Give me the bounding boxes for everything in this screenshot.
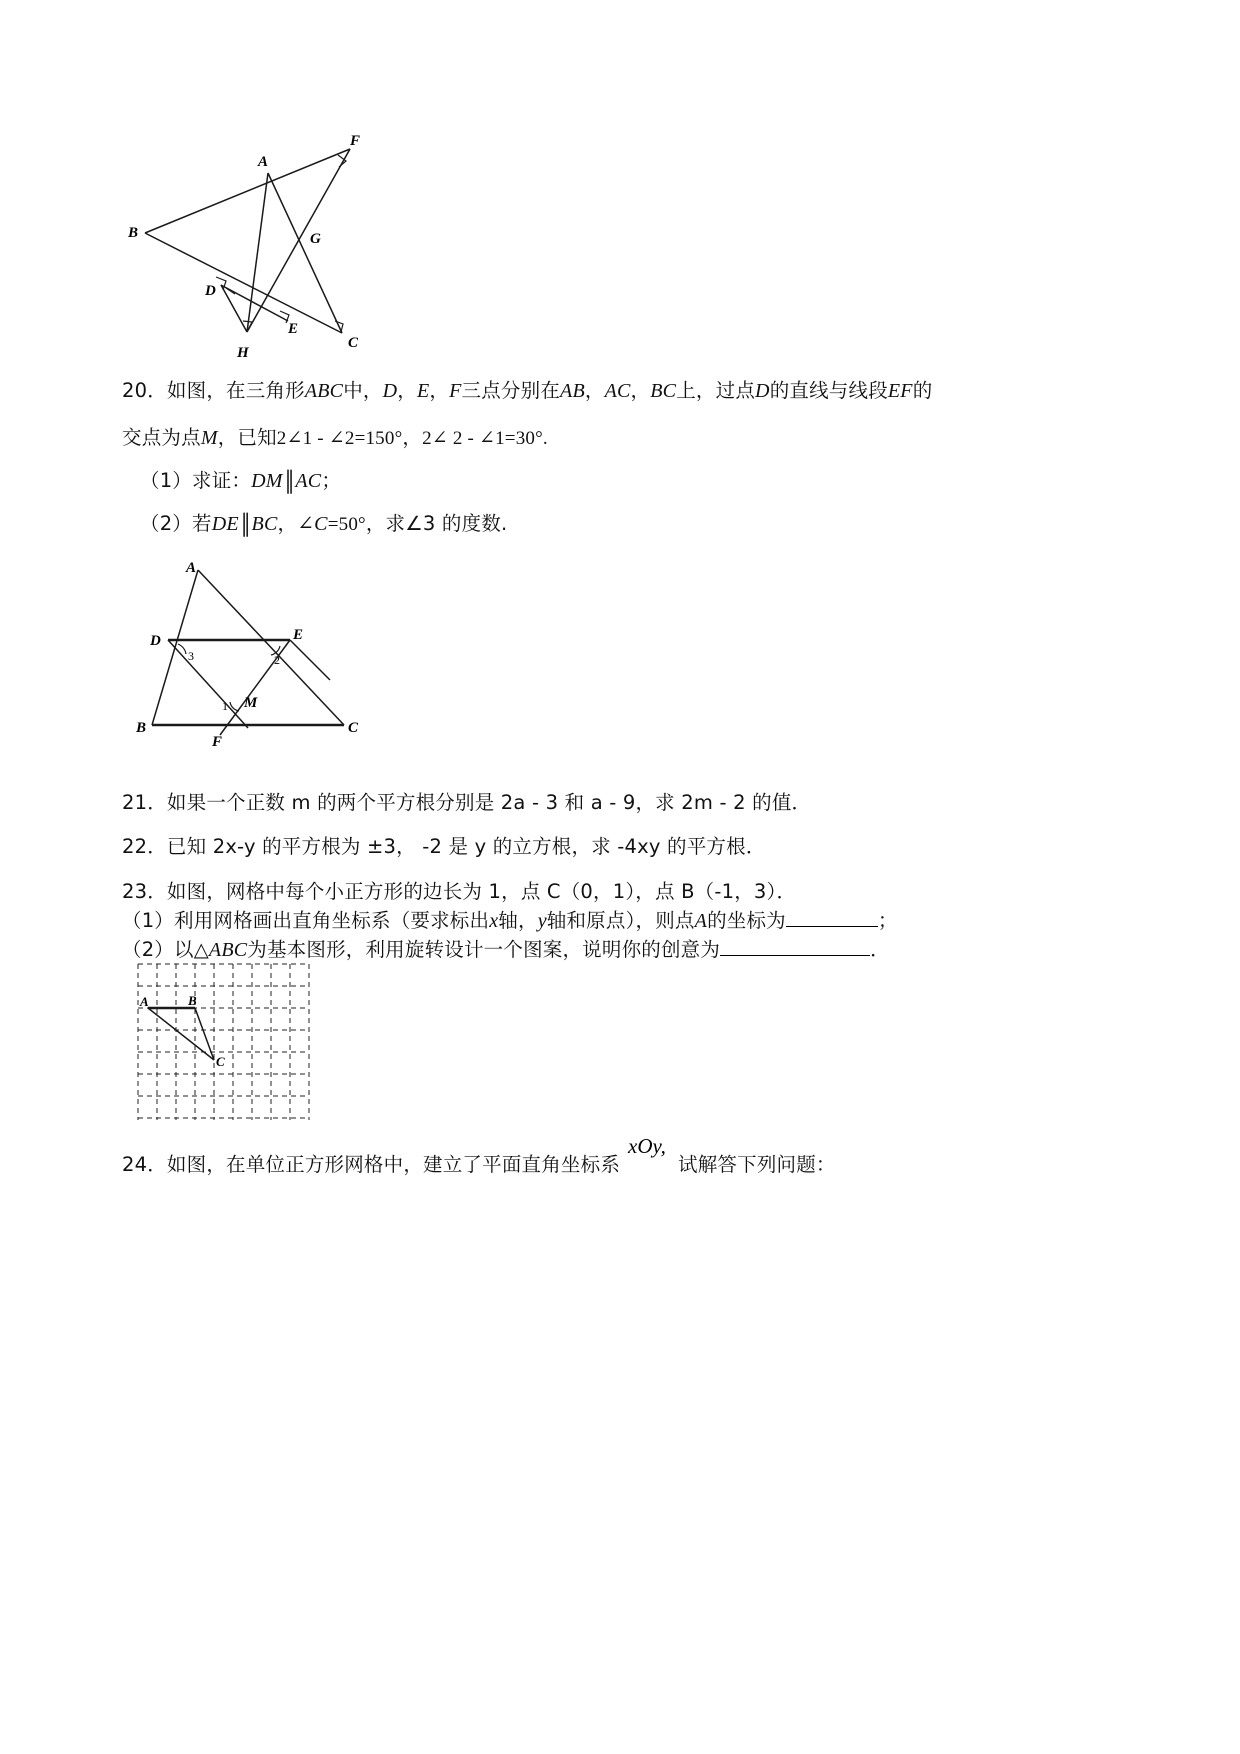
q23-sub2 (122, 937, 890, 963)
q20-line1 (122, 378, 932, 404)
q20-sub2-de: DE (211, 513, 239, 535)
q20-sub1-part1: （1）求证： (140, 469, 252, 492)
q20-line1-bc: BC (650, 380, 677, 402)
q23-sub1-part4: 的坐标为 (707, 909, 786, 932)
q24-xoy-label: xOy, (628, 1134, 666, 1158)
q23-sub1-x: x (489, 910, 499, 932)
q23-sub2-end: ． (870, 938, 890, 961)
q20-sub2-bc: BC (251, 513, 278, 535)
q23-line1: 23．如图，网格中每个小正方形的边长为 1，点 C（0，1），点 B（-1，3）． (122, 880, 797, 903)
figure-q20-label-A: A (258, 154, 269, 170)
figure-q20b-triangle (130, 560, 410, 760)
q20-line2-part2: ，已知 (217, 426, 277, 449)
figure-q20-label-D: D (205, 283, 216, 299)
q20-line2-part1: 交点为点 (122, 426, 201, 449)
q20-line1-part1: 20．如图，在三角形 (122, 379, 305, 402)
q20-sub1-dm: DM (251, 470, 283, 492)
q20-sub2: （2）若DE ∥ BC，∠C=50°，求∠3 的度数. (140, 511, 508, 538)
figure-q20b-label-E: E (293, 627, 304, 643)
figure-q20b-label-B: B (136, 720, 147, 736)
q24-line1-part1: 24．如图，在单位正方形网格中，建立了平面直角坐标系 (122, 1153, 621, 1176)
q20-sub1: （1）求证：DM ∥ AC； (140, 468, 342, 495)
q20-sub2-part2: ，求∠3 的度数. (365, 512, 508, 535)
q22-text: 22．已知 2x-y 的平方根为 ±3， -2 是 y 的立方根，求 -4xy 的平方根． (122, 835, 766, 858)
figure-q20b-angle-3: 3 (188, 649, 194, 663)
q20-line1-ef: EF (887, 380, 913, 402)
q20-line1-f: F (449, 380, 462, 402)
figure-q20b-label-C: C (348, 720, 359, 736)
q23-sub1-A: A (694, 910, 708, 932)
q20-line1-comma3: ， (584, 379, 605, 402)
figure-q20b-label-F: F (212, 734, 223, 750)
q20-sub2-comma: ， (277, 512, 298, 535)
q23-sub1-answer-blank[interactable] (786, 926, 878, 927)
q20-line1-ac: AC (604, 380, 631, 402)
q20-line1-comma1: ， (397, 379, 417, 402)
q20-line1-dd: D (755, 380, 770, 402)
q23-sub1-part2: 轴， (498, 909, 538, 932)
figure-q20b-angle-1: 1 (222, 699, 228, 713)
figure-q20b-label-D: D (150, 633, 161, 649)
q20-line2-m: M (200, 427, 218, 449)
q20-sub2-angle-c: ∠C (297, 513, 328, 535)
figure-q23-label-C: C (216, 1054, 225, 1069)
q20-sub2-value: =50° (327, 514, 366, 535)
q20-line1-comma2: ， (429, 379, 450, 402)
q23-sub1-part1: （1）利用网格画出直角坐标系（要求标出 (122, 909, 490, 932)
q20-line1-part5: 的直线与线段 (769, 379, 888, 402)
q20-line1-d: D (382, 380, 398, 402)
figure-q23-label-A: A (140, 994, 149, 1009)
q24-line1 (122, 1152, 836, 1178)
q20-line2-comma: ， (402, 426, 423, 449)
q20-line1-part3: 三点分别在 (461, 379, 561, 402)
q23-sub2-answer-blank[interactable] (720, 955, 870, 956)
figure-q20b-label-M: M (244, 695, 258, 711)
q21-text: 21．如果一个正数 m 的两个平方根分别是 2a - 3 和 a - 9，求 2m - 2 的值． (122, 791, 812, 814)
q20-line2 (122, 425, 548, 452)
q23-sub1-y: y (537, 910, 547, 932)
q20-sub1-ac: AC (295, 470, 322, 492)
q23-sub2-part1: （2）以△ (122, 938, 209, 961)
q23-sub1 (122, 908, 898, 934)
q23-sub2-abc: ABC (208, 939, 248, 961)
figure-q20-label-E: E (288, 321, 299, 337)
q20-line1-part6: 的 (912, 379, 933, 402)
figure-q20-label-B: B (128, 225, 139, 241)
q20-line1-abc: ABC (304, 380, 344, 402)
figure-q20b-label-A: A (186, 560, 197, 576)
q20-sub1-end: ； (321, 469, 342, 492)
q20-line2-eq1: 2∠1 - ∠2=150° (276, 428, 403, 449)
figure-q20-label-G: G (310, 231, 321, 247)
q20-line1-e: E (416, 380, 430, 402)
q23-sub2-part2: 为基本图形，利用旋转设计一个图案，说明你的创意为 (247, 938, 721, 961)
figure-q20-label-F: F (350, 133, 361, 149)
figure-q23-grid (136, 962, 316, 1122)
q20-line2-eq2: 2∠ 2 - ∠1=30°. (422, 428, 548, 449)
q20-line1-comma4: ， (630, 379, 651, 402)
q20-line1-part4: 上，过点 (676, 379, 756, 402)
figure-q20b-angle-2: 2 (274, 653, 280, 667)
q20-line1-ab: AB (560, 380, 585, 402)
figure-q20-triangle (120, 125, 410, 370)
q20-sub2-part1: （2）若 (140, 512, 212, 535)
figure-q23-label-B: B (188, 993, 197, 1008)
q23-sub1-part3: 轴和原点），则点 (546, 909, 695, 932)
q24-line1-part2: 试解答下列问题： (678, 1153, 836, 1176)
q20-line1-part2: 中， (343, 379, 383, 402)
figure-q20-label-C: C (348, 335, 359, 351)
figure-q20-label-H: H (237, 345, 249, 361)
q23-sub1-end: ； (877, 909, 898, 932)
